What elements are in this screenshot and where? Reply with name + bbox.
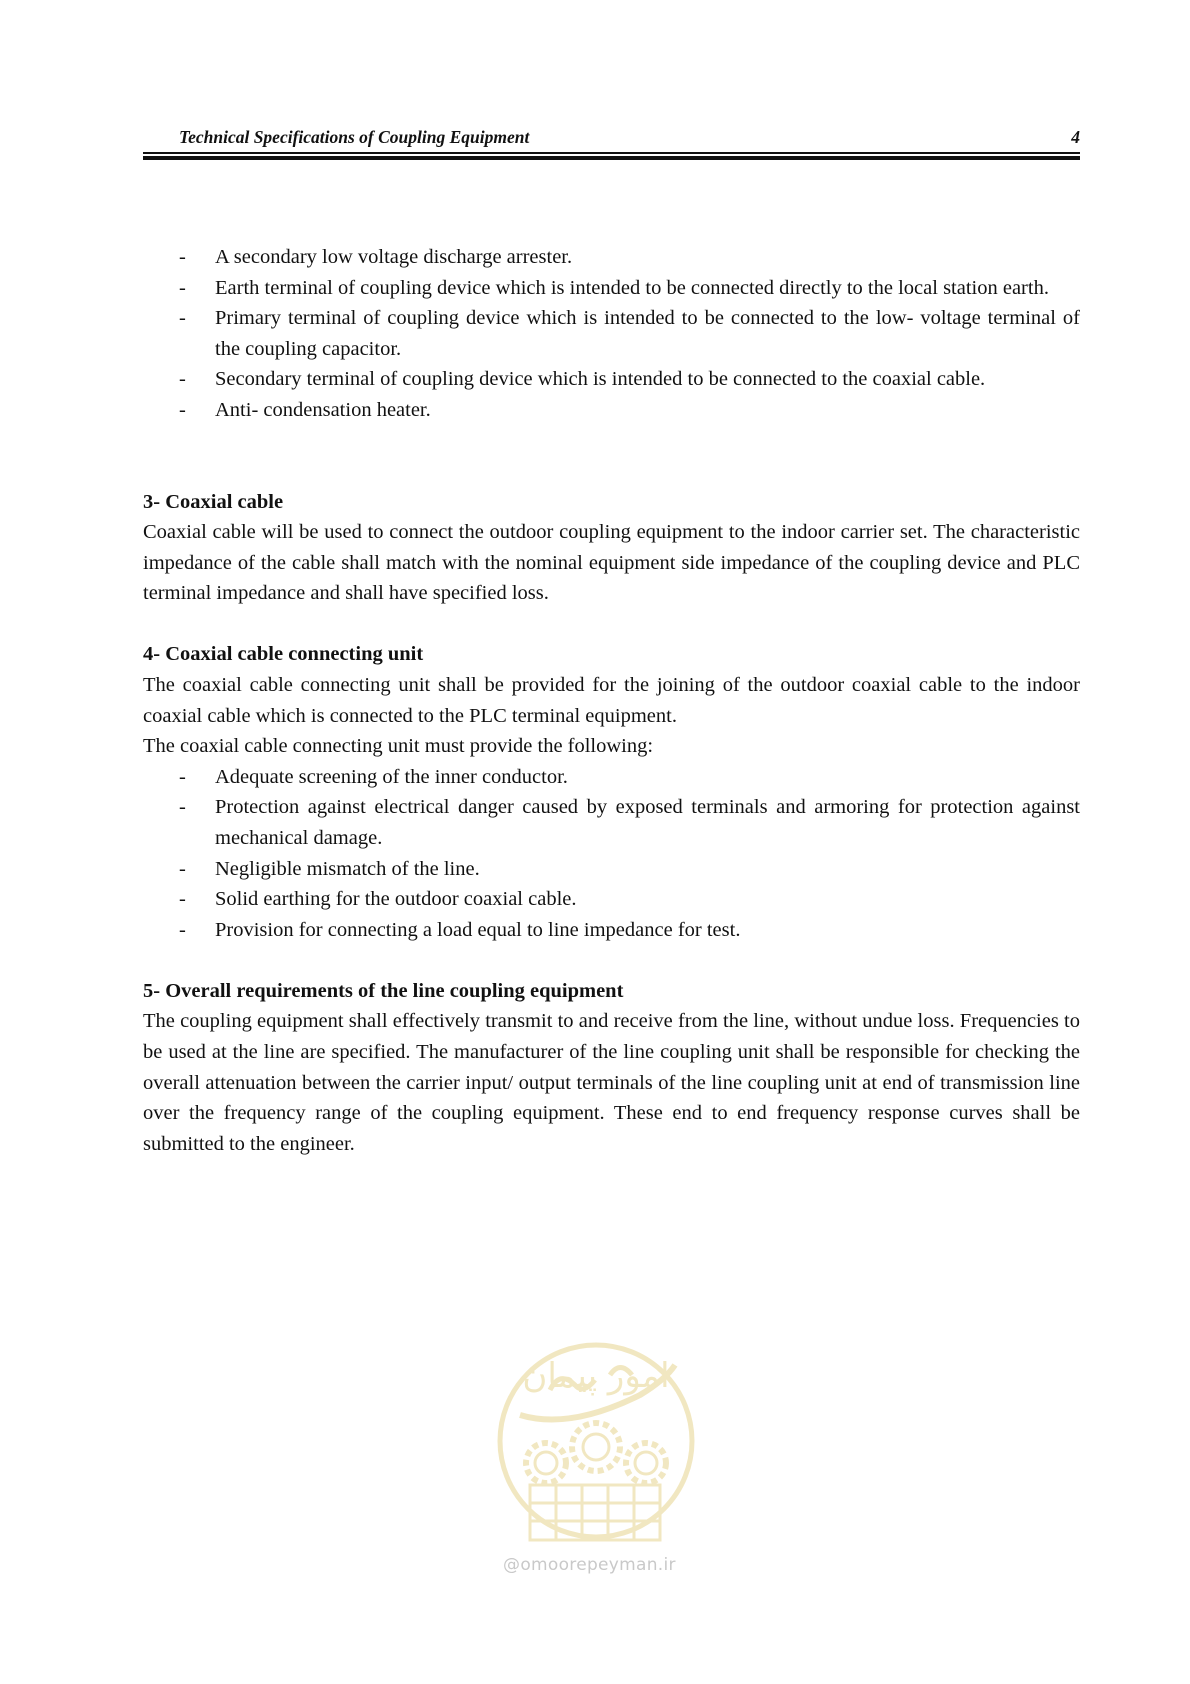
watermark-url [503, 1555, 703, 1575]
page-number: 4 [1071, 127, 1080, 147]
document-body [143, 242, 1080, 1159]
intro-list [143, 242, 1080, 426]
list-item-text: Solid earthing for the outdoor coaxial cable. [215, 888, 577, 911]
spacer [143, 609, 1080, 640]
watermark-logo-icon [490, 1335, 702, 1575]
list-dash: - [179, 398, 186, 421]
list-item-text: Secondary terminal of coupling device which is intended to be connected to the coaxial cable. [215, 368, 986, 391]
header-row [143, 126, 1080, 151]
list-dash: - [179, 918, 186, 941]
watermark-url-text: omoorepeyman.ir [520, 1555, 676, 1575]
list-item-text: Provision for connecting a load equal to line impedance for test. [215, 918, 741, 941]
list-dash: - [179, 857, 186, 880]
list-item [143, 242, 1080, 273]
spacer [143, 945, 1080, 976]
section-body-coaxial-cable: Coaxial cable will be used to connect the outdoor coupling equipment to the indoor carrier set. The characteristic impedance of the cable shall match with the nominal equipment side impedance of the coupling device and PLC terminal impedance and shall have specified loss. [143, 521, 1080, 605]
list-dash: - [179, 765, 186, 788]
list-dash: - [179, 276, 186, 299]
list-item [143, 884, 1080, 915]
list-item [143, 273, 1080, 304]
section-heading-coaxial-cable: 3- Coaxial cable [143, 490, 284, 513]
list-item-text: Earth terminal of coupling device which is intended to be connected directly to the local station earth. [215, 276, 1049, 299]
section-heading-overall-requirements: 5- Overall requirements of the line coupling equipment [143, 979, 624, 1002]
list-item-text: Anti- condensation heater. [215, 398, 431, 421]
list-dash: - [179, 368, 186, 391]
section-intro-connecting-unit: The coaxial cable connecting unit must provide the following: [143, 735, 654, 758]
list-item [143, 762, 1080, 793]
header-rule-thin [143, 152, 1080, 154]
list-item [143, 915, 1080, 946]
at-icon: @ [503, 1555, 521, 1575]
spacer [143, 426, 1080, 487]
list-item [143, 303, 1080, 364]
list-item [143, 792, 1080, 853]
list-item [143, 395, 1080, 426]
list-item [143, 364, 1080, 395]
list-item-text: Protection against electrical danger caused by exposed terminals and armoring for protection against mechanical damage. [215, 796, 1080, 849]
section-body-connecting-unit: The coaxial cable connecting unit shall be provided for the joining of the outdoor coaxial cable to the indoor coaxial cable which is connected to the PLC terminal equipment. [143, 674, 1080, 727]
list-item [143, 854, 1080, 885]
header-rule-thick [143, 156, 1080, 160]
list-dash: - [179, 246, 186, 268]
list-dash: - [179, 796, 186, 819]
page-header [143, 126, 1080, 160]
list-item-text: Adequate screening of the inner conductor. [215, 765, 568, 788]
list-item-text: A secondary low voltage discharge arrester. [215, 246, 573, 268]
section-heading-connecting-unit: 4- Coaxial cable connecting unit [143, 643, 424, 666]
list-dash: - [179, 307, 186, 330]
list-dash: - [179, 888, 186, 911]
connecting-unit-list [143, 762, 1080, 946]
header-title: Technical Specifications of Coupling Equipment [179, 127, 530, 147]
list-item-text: Primary terminal of coupling device which is intended to be connected to the low- voltage terminal of the coupling capacitor. [215, 307, 1080, 360]
list-item-text: Negligible mismatch of the line. [215, 857, 480, 880]
watermark-logo-text: امور پیمان [522, 1356, 670, 1396]
section-body-overall-requirements: The coupling equipment shall effectively transmit to and receive from the line, without undue loss. Frequencies to be used at the line are specified. The manufacturer of the line coupling unit shall be responsible for checking the overall attenuation between the carrier input/ output terminals of the line coupling unit at end of transmission line over the frequency range of the coupling equipment. These end to end frequency response curves shall be submitted to the engineer. [143, 1010, 1080, 1155]
